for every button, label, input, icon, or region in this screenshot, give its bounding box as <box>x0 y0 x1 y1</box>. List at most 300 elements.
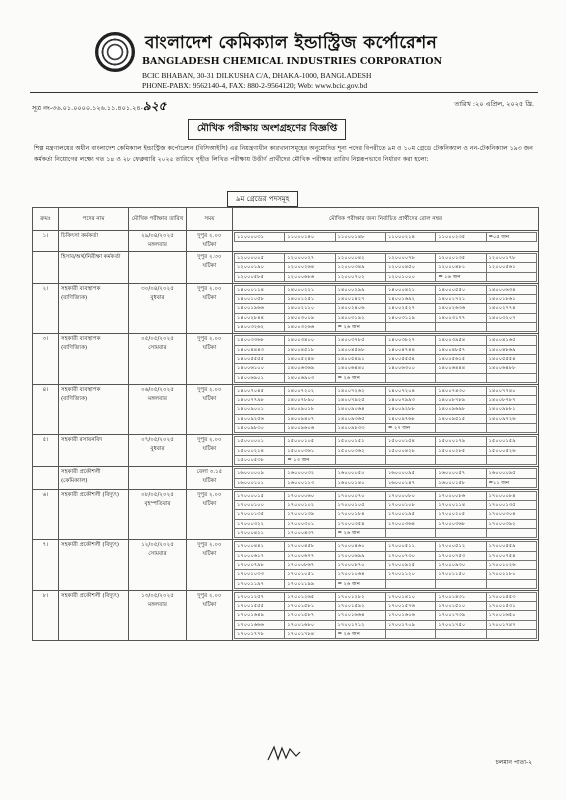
org-contact: PHONE-PABX: 9562140-4, FAX: 880-2-9564120; Web: www.bcic.gov.bd <box>142 81 368 90</box>
roll-number: ১৪০০৭২০২ <box>285 386 335 395</box>
roll-number: ১২০০০৪৫০ <box>385 263 435 272</box>
roll-number: ১৪০০৭৯২৫ <box>335 396 385 405</box>
roll-number: ১৪০০৯৮৮১ <box>486 405 536 414</box>
roll-number: ১৪০০৫৪৯১ <box>335 354 385 363</box>
header-time: সময় <box>187 208 233 231</box>
roll-number: ১৭০০০৭৫৪ <box>486 551 536 560</box>
roll-number <box>436 529 486 538</box>
roll-number: ১৬০০০১০১ <box>235 478 285 487</box>
roll-number: ১৪০০০৫৫০ <box>436 285 486 294</box>
roll-line <box>235 254 537 263</box>
roll-number: ১৪০০৪৫১৮ <box>285 345 335 354</box>
roll-number: ১৭০০০৪৫৮ <box>285 542 335 551</box>
roll-number: ১৪০০৫৬১৫ <box>436 354 486 363</box>
row-time-unit: ঘটিকা <box>202 345 217 352</box>
roll-number: ১৭০০১৬৬৬ <box>235 620 285 629</box>
roll-number: ১৪০০১৯৬৬ <box>235 304 285 313</box>
row-day: সোমবার <box>148 345 167 352</box>
roll-number <box>486 424 536 433</box>
roll-line <box>235 354 537 363</box>
roll-number: ১২০০০০২৭ <box>285 254 335 263</box>
signature-mark <box>266 744 302 764</box>
roll-number: ১৭০০০০৬০ <box>285 491 335 500</box>
row-time-value: দুপুর ২.০০ <box>197 233 222 239</box>
org-address: BCIC BHABAN, 30-31 DILKUSHA C/A, DHAKA-1000, BANGLADESH <box>142 71 372 80</box>
row-date <box>129 283 187 333</box>
roll-number: ১৭০০০৪২১ <box>235 529 285 538</box>
roll-number: ১৪০০৩৮২৭ <box>385 336 435 345</box>
row-rolls <box>233 384 539 434</box>
roll-number: ১৪০০৩৪০০ <box>285 336 335 345</box>
roll-number <box>385 529 435 538</box>
row-time-value: দুপুর ২.০০ <box>197 285 222 292</box>
row-rolls <box>233 283 539 333</box>
roll-number-grid <box>234 592 537 639</box>
roll-number: ১৪০০৯২৫৬ <box>235 414 285 423</box>
roll-number: ১৬০০০১১৩ <box>285 478 335 487</box>
grade-heading: ৯ম গ্রেডের পদসমূহ <box>227 191 298 207</box>
roll-number: ১৭০০০০৮৬ <box>436 491 486 500</box>
roll-number: ১৪০০৯৬৯৮ <box>436 405 486 414</box>
roll-number <box>436 373 486 382</box>
roll-number: ১৪০০৯২৮৮ <box>385 405 435 414</box>
row-serial <box>33 252 59 284</box>
roll-number: =০৫ জন <box>486 233 536 242</box>
roll-number: ১৭০০০১৮৪ <box>335 510 385 519</box>
roll-number: ১৪০০০৬৩৪ <box>486 285 536 294</box>
roll-number: ১৭০০০৪৪১ <box>235 542 285 551</box>
roll-number: ১৪০০৪৭৪৪ <box>385 345 435 354</box>
roll-number: ১৪০০৯৪০৭ <box>285 414 335 423</box>
roll-number: ১৭০০০১০০ <box>235 501 285 510</box>
roll-number: ১২০০০৫৬১ <box>486 263 536 272</box>
row-time-unit: ঘটিকা <box>202 294 217 301</box>
roll-number: ১৭০০০৩৬৪ <box>385 519 435 528</box>
roll-number: ১৭০০১০৬৪ <box>335 570 385 579</box>
roll-line <box>235 529 537 538</box>
roll-number: ১১০০০০৩১ <box>235 233 285 242</box>
roll-number: ১৪০০২৮৪৪ <box>235 313 285 322</box>
roll-line <box>235 579 537 588</box>
roll-number-grid <box>234 232 537 242</box>
roll-number: ১৪০০৯০১৮ <box>285 405 335 414</box>
roll-number: ১৪০০০২৯৯ <box>335 285 385 294</box>
roll-number: ১৪০০৩০০৯ <box>285 313 335 322</box>
roll-number: ১১০০০১৪০ <box>285 233 335 242</box>
roll-line <box>235 570 537 579</box>
roll-number: ১৫০০০২৮৫ <box>436 446 486 455</box>
row-date-value: ২৯/০৪/২০২৫ <box>141 233 174 239</box>
row-serial: ৭। <box>33 540 59 590</box>
row-serial: ৫। <box>33 435 59 467</box>
table-row <box>33 467 539 490</box>
roll-number: ১৭০০১৭৩৯ <box>436 611 486 620</box>
roll-number: ১৪০০৩১৭৭ <box>436 313 486 322</box>
roll-number: ১৪০০৭২৬২ <box>335 386 385 395</box>
roll-number: ১৭০০১০২৬ <box>486 560 536 569</box>
roll-number: ১৪০০৩২৬৬ <box>285 323 335 332</box>
roll-number: ১৪০০৯০০১ <box>235 405 285 414</box>
roll-number: ১৪০০৩৩৬৮ <box>235 336 285 345</box>
roll-line <box>235 478 537 487</box>
roll-number: ১৭০০১১৫০ <box>436 570 486 579</box>
row-time <box>187 384 233 434</box>
row-serial: ৩। <box>33 334 59 384</box>
roll-number: = ২৬ জন <box>335 629 385 638</box>
roll-number <box>486 579 536 588</box>
roll-number: ১৪০০৩২০৭ <box>486 313 536 322</box>
roll-number: ১৭০০০২০৫ <box>436 510 486 519</box>
roll-number: ১৬০০০০৫৭ <box>436 469 486 478</box>
roll-number <box>385 323 435 332</box>
roll-number: ১৪০০৯০৬৪ <box>335 405 385 414</box>
row-rolls <box>233 467 539 490</box>
row-day: সোমবার <box>148 551 167 558</box>
roll-number: ১৭০০০০৭০ <box>335 491 385 500</box>
roll-number <box>436 629 486 638</box>
row-time-value: দুপুর ২.৩০ <box>197 254 222 260</box>
table-row <box>33 334 539 384</box>
roll-number: ১২০০০৪৮১ <box>436 263 486 272</box>
roll-number: ১২০০১০০০ <box>385 272 435 281</box>
roll-number: ১৬০০০০৯৫ <box>385 469 435 478</box>
roll-number: ১৫০০০১৫৪ <box>385 437 435 446</box>
table-row <box>33 489 539 539</box>
roll-number: ১৪০০৭৪৩০ <box>436 386 486 395</box>
roll-number: ১৬০০০০৯৫ <box>486 469 536 478</box>
row-time <box>187 467 233 490</box>
roll-number: ১৪০০৩১৯২ <box>335 313 385 322</box>
roll-number: = ২৭ জন <box>385 424 435 433</box>
roll-number: ১৪০০৪১৬৫ <box>486 336 536 345</box>
table-header-row <box>33 208 539 231</box>
roll-number: ১৪০০৬৩০০ <box>385 364 435 373</box>
row-time <box>187 283 233 333</box>
roll-number: ১৪০০৪৫৯৮ <box>335 345 385 354</box>
roll-number: ১৭০০০৭৩০ <box>385 551 435 560</box>
row-rolls <box>233 590 539 640</box>
roll-number: ১৪০০৯৮৩০ <box>235 424 285 433</box>
roll-line <box>235 336 537 345</box>
roll-number: ১৪০০০১১৪ <box>235 285 285 294</box>
row-time-unit: ঘটিকা <box>202 601 217 608</box>
roll-number: ১৪০০৬৩৬৯ <box>285 364 335 373</box>
roll-number: ১৪০০৩২৬২ <box>235 323 285 332</box>
roll-number: ১৭০০১৫১০ <box>436 602 486 611</box>
row-date <box>129 252 187 284</box>
roll-number: ১৭০০০৯২৫ <box>385 560 435 569</box>
roll-number: ১৪০০২৫২৭ <box>385 304 435 313</box>
roll-number: ১৭০০১১৯৭ <box>235 579 285 588</box>
row-date-value: ১৩/০৫/২০২৫ <box>141 592 174 599</box>
roll-number: ১৭০০১৪১০ <box>385 592 435 601</box>
roll-number: ১৭০০০৫৫৯ <box>486 542 536 551</box>
row-date-value: ৩০/০৪/২০২৫ <box>141 285 174 292</box>
roll-number: ১৪০০৯৮৩৩ <box>335 424 385 433</box>
row-day: মঙ্গলবার <box>148 242 167 248</box>
row-date <box>129 590 187 640</box>
roll-line <box>235 446 537 455</box>
roll-number: ১৪০০১২৫১ <box>285 295 335 304</box>
roll-number: ১৪০০৭৯৯৩ <box>385 396 435 405</box>
roll-number: ১৭০০১১২০ <box>385 570 435 579</box>
roll-number: ১৭০০১৭০৯ <box>385 620 435 629</box>
roll-number <box>486 529 536 538</box>
memo-prefix: সূত্র নং-৩৬.০১.০০০০.১২৬.১১.৪০১.২৪- <box>32 104 143 112</box>
row-time-value: বেলা ৩.১৫ <box>196 469 223 476</box>
row-serial: ৮। <box>33 590 59 640</box>
row-post: সহকারী ব্যবস্থাপক (বাণিজ্যিক) <box>59 384 129 434</box>
table-body <box>33 231 539 641</box>
roll-number: ১২০০০২৬৪ <box>285 263 335 272</box>
table-row <box>33 540 539 590</box>
roll-number: = ২৬ জন <box>335 373 385 382</box>
row-date <box>129 231 187 252</box>
roll-number: ১৭০০০৯৩০ <box>436 560 486 569</box>
row-day: বুধবার <box>150 294 165 301</box>
roll-number: ১৭০০০১০৫ <box>335 501 385 510</box>
roll-number: ১৪০০৯৭২৬ <box>486 414 536 423</box>
roll-number: ১৭০০১৬৮০ <box>285 620 335 629</box>
row-date-value: ১২/০৫/২০২৫ <box>141 542 174 549</box>
roll-number <box>385 373 435 382</box>
roll-number <box>486 455 536 464</box>
roll-number: ১৭০০১৫৮৭ <box>285 611 335 620</box>
roll-number: ১৬০০০০০৯ <box>235 469 285 478</box>
roll-number: ১৭০০১৫৫৫ <box>235 602 285 611</box>
roll-number: ১৭০০০৫১১ <box>385 542 435 551</box>
roll-number <box>385 629 435 638</box>
roll-number: ১২০০০১৭৮ <box>486 254 536 263</box>
row-rolls <box>233 540 539 590</box>
roll-number: ১৭০০০৬৯৯ <box>335 551 385 560</box>
roll-number: ১৪০০৫৫৫৫ <box>235 354 285 363</box>
row-post: সহকারী প্রকৌশলী (বিদ্যুৎ) <box>59 489 129 539</box>
interview-schedule-table <box>32 207 539 641</box>
header-rolls: মৌখিক পরীক্ষার জন্য নির্বাচিত প্রার্থীদের রোল নম্বর <box>233 208 539 231</box>
roll-number: ১৭০০০৩০১ <box>285 519 335 528</box>
roll-number: ১৪০০৬১০০ <box>235 364 285 373</box>
roll-number: ১৭০০১২৮২ <box>335 592 385 601</box>
roll-number-grid <box>234 541 537 588</box>
roll-number: ১৭০০১৫৫৩ <box>486 592 536 601</box>
roll-line <box>235 602 537 611</box>
roll-number: ১৭০০০০৮৪ <box>486 491 536 500</box>
org-name-bn: বাংলাদেশ কেমিক্যাল ইন্ডাস্ট্রিজ কর্পোরেশন <box>145 33 438 53</box>
roll-number: ১৪০০৪৮৫৭ <box>436 345 486 354</box>
roll-number: ১৪০০৭২০৪ <box>385 386 435 395</box>
roll-number: = ১৩ জন <box>285 455 335 464</box>
roll-number: ১৫০০০৫৩৮ <box>235 455 285 464</box>
memo-reference <box>32 98 166 118</box>
roll-number: ১৭০০০৩৫৪ <box>335 519 385 528</box>
roll-number: ১৭০০১৭৮৪ <box>285 629 335 638</box>
row-day: মঙ্গলবার <box>148 395 167 402</box>
row-date <box>129 489 187 539</box>
roll-number: ১৭০০১০৫১ <box>285 570 335 579</box>
roll-number: ১৪০০১৬৯২ <box>385 295 435 304</box>
roll-number <box>486 323 536 332</box>
row-day: মঙ্গলবার <box>148 601 167 608</box>
roll-number: ১৫০০০১৫১ <box>335 437 385 446</box>
roll-number: ১৪০০৭৮৯০ <box>285 396 335 405</box>
roll-line <box>235 469 537 478</box>
row-time-value: দুপুর ২.০০ <box>197 437 222 444</box>
roll-number: =১১ জন <box>486 478 536 487</box>
roll-number: ১৫০০০৩৬১ <box>285 446 335 455</box>
roll-number <box>335 455 385 464</box>
roll-number: ১১০০০২৩৫ <box>436 233 486 242</box>
row-time <box>187 590 233 640</box>
row-date <box>129 467 187 490</box>
roll-number: ১৭০০০০১৫ <box>235 491 285 500</box>
roll-number-grid <box>234 386 537 433</box>
roll-line <box>235 405 537 414</box>
roll-line <box>235 551 537 560</box>
row-serial: ১। <box>33 231 59 252</box>
roll-number: ১৪০০৮৭৮৯ <box>436 396 486 405</box>
next-page-note: চলমান পাতা-২ <box>495 759 532 766</box>
row-rolls <box>233 334 539 384</box>
roll-number: ১৭০০০৩৬৮ <box>436 519 486 528</box>
roll-line <box>235 272 537 281</box>
header-divider <box>30 92 538 93</box>
roll-number: ১৪০০৩৯৫৪ <box>436 336 486 345</box>
row-rolls <box>233 231 539 252</box>
roll-number: ১৫০০০১৭৯ <box>436 437 486 446</box>
row-post: সহকারী প্রকৌশলী (কেমিক্যাল) <box>59 467 129 490</box>
roll-number: ১৭০০০১৩৫ <box>486 501 536 510</box>
row-time-unit: ঘটিকা <box>202 395 217 402</box>
row-time <box>187 252 233 284</box>
row-post: সহকারী প্রকৌশলী (বিদ্যুৎ) <box>59 590 129 640</box>
row-time-value: দুপুর ২.০০ <box>197 336 222 343</box>
roll-number: ১৪০০১৮৬১ <box>486 295 536 304</box>
row-post: চিকিৎসা কর্মকর্তা <box>59 231 129 252</box>
roll-number: ১৪০০১০৫৮ <box>235 295 285 304</box>
roll-number-grid <box>234 468 537 488</box>
roll-line <box>235 424 537 433</box>
roll-line <box>235 396 537 405</box>
roll-number: ১৭০০১৫৯২ <box>335 602 385 611</box>
table-row <box>33 384 539 434</box>
roll-number-grid <box>234 491 537 538</box>
row-time-unit: ঘটিকা <box>202 500 217 507</box>
row-rolls <box>233 489 539 539</box>
table-row <box>33 231 539 252</box>
row-date-value: ০৭/০৫/২০২৫ <box>141 437 174 444</box>
roll-number: ১৭০০১৭১২ <box>335 620 385 629</box>
roll-number: ১৬০০০০৫০ <box>335 469 385 478</box>
roll-number: ১৪০০৯৩৬৫ <box>335 414 385 423</box>
roll-number: ১৪০০৯৭৬৮ <box>385 414 435 423</box>
roll-number: ১৭০০০৮৬৭ <box>285 560 335 569</box>
roll-line <box>235 313 537 322</box>
roll-number: ১৭০০০৭৫৩ <box>436 551 486 560</box>
row-time <box>187 231 233 252</box>
roll-number: ১২০০০১৯০ <box>235 263 285 272</box>
row-post: সহকারী প্রকৌশলী (বিদ্যুৎ) <box>59 540 129 590</box>
table-row <box>33 435 539 467</box>
roll-number: ১১০০০১৪৮ <box>335 233 385 242</box>
row-serial: ২। <box>33 283 59 333</box>
roll-number: ১৭০০০১১৪ <box>436 501 486 510</box>
roll-number: ১৭০০০৩৯২ <box>486 519 536 528</box>
table-row <box>33 590 539 640</box>
header-post: পদের নাম <box>59 208 129 231</box>
roll-number: ১৭০০০৬৭৭ <box>285 551 335 560</box>
roll-number: ১৭০০০৪৩৭ <box>285 529 335 538</box>
roll-line <box>235 323 537 332</box>
row-serial: ৬। <box>33 489 59 539</box>
roll-number: ১৭০০১৭৪৭ <box>486 620 536 629</box>
roll-line <box>235 501 537 510</box>
org-name-en: BANGLADESH CHEMICAL INDUSTRIES CORPORATION <box>142 56 443 67</box>
roll-number <box>436 424 486 433</box>
roll-line <box>235 373 537 382</box>
row-post: সহকারী রসায়নবিদ <box>59 435 129 467</box>
roll-number: ১৪০০২৪০৬ <box>335 304 385 313</box>
roll-number: ১১০০০২১৪ <box>385 233 435 242</box>
row-rolls <box>233 252 539 284</box>
roll-line <box>235 386 537 395</box>
row-time <box>187 540 233 590</box>
roll-line <box>235 285 537 294</box>
roll-number: ১২০০০৫৮৫ <box>235 272 285 281</box>
roll-number: ১৪০০৬৪৪০ <box>335 364 385 373</box>
roll-number: ১৪০০৭৭৯৮ <box>235 396 285 405</box>
roll-number: ১২০০০৩৪৯ <box>335 263 385 272</box>
roll-number: ১৪০০০২২১ <box>285 285 335 294</box>
roll-number: ১৪০০৯৬০৬ <box>285 424 335 433</box>
roll-number: ১৭০০১৫৩১ <box>486 602 536 611</box>
roll-number: ১৪০০৬৪৪৪ <box>436 364 486 373</box>
roll-number: ১৪০০৬৪৮৮ <box>486 364 536 373</box>
roll-number: ১৭০০০১০২ <box>285 501 335 510</box>
roll-number: ১৭০০১৭৫০ <box>436 620 486 629</box>
row-serial <box>33 467 59 490</box>
roll-line <box>235 233 537 242</box>
roll-number: ১৪০০৫৫৫৪ <box>385 354 435 363</box>
roll-number: ১৭০০০৫১২ <box>436 542 486 551</box>
row-time-unit: ঘটিকা <box>202 263 217 269</box>
roll-number: ১৫০০০০০১ <box>235 437 285 446</box>
roll-number: ১৪০০৬৯০১ <box>235 373 285 382</box>
roll-line <box>235 491 537 500</box>
roll-number: ১৭০০১৬৬৪ <box>335 611 385 620</box>
row-time-value: দুপুর ২.০০ <box>197 592 222 599</box>
roll-number-grid <box>234 436 537 465</box>
roll-number: ১৭০০১১৮০ <box>486 570 536 579</box>
header-date: মৌখিক পরীক্ষার তারিখ <box>129 208 187 231</box>
notice-title: মৌখিক পরীক্ষায় অংশগ্রহণের বিজ্ঞপ্তি <box>188 119 346 140</box>
roll-number <box>486 373 536 382</box>
roll-line <box>235 629 537 638</box>
roll-number: ১২০০০৭০২ <box>335 272 385 281</box>
roll-number: ১৭০০০৪৬০ <box>335 542 385 551</box>
roll-line <box>235 263 537 272</box>
roll-number <box>486 629 536 638</box>
roll-number: ১৭০০১৫৮১ <box>285 602 335 611</box>
table-row <box>33 252 539 284</box>
row-day: বৃহস্পতিবার <box>144 500 171 507</box>
roll-number: = ১৬ জন <box>436 272 486 281</box>
roll-number: ১৭০০১৬০৬ <box>385 611 435 620</box>
row-time <box>187 334 233 384</box>
roll-number: ১৫০০০৫২৬ <box>486 446 536 455</box>
intro-paragraph: শিল্প মন্ত্রণালয়ের অধীন বাংলাদেশ কেমিক্যাল ইন্ডাস্ট্রিজ কর্পোরেশন (বিসিআইসি) এর নিয়ন্ত্রণাধীন কারখানাসমূহের অনুমোদিত শূন্য পদের বিপরীতে ৯ম ও ১০ম গ্রেডে টেকনিক্যাল ও নন-টেকনিক্যাল ১৯৩ জন কর্মকর্তা নিয়োগের লক্ষ্যে গত ১৪ ও ২৮ ফেব্রুয়ারি ২০২৫ তারিখে গৃহীত লিখিত পরীক্ষায় উত্তীর্ণ প্রার্থীদের মৌখিক পরীক্ষার তারিখ নিম্নরূপভাবে নির্ধারণ করা হলো: <box>34 145 533 163</box>
bcic-logo <box>95 32 135 72</box>
